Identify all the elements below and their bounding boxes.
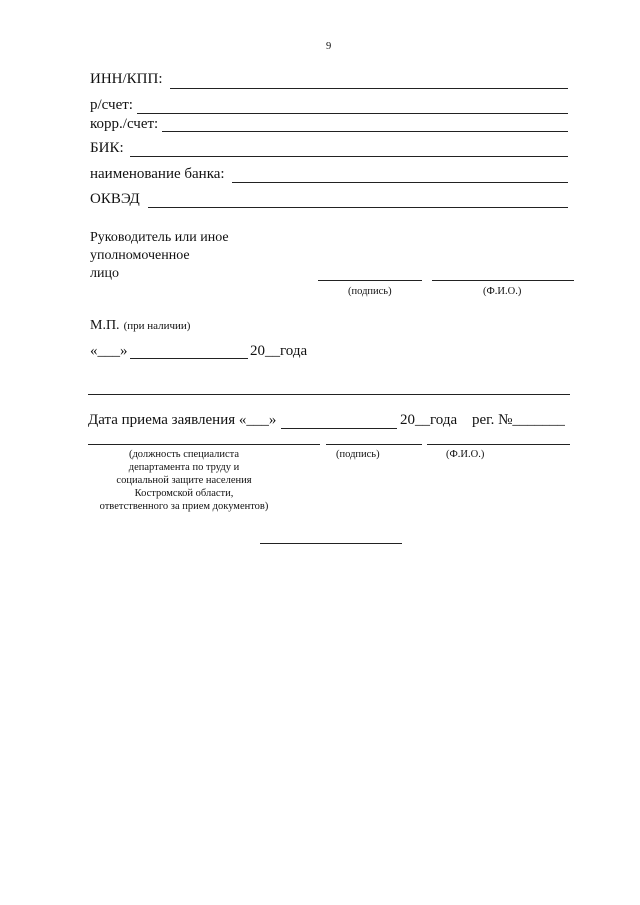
receipt-signature-line[interactable] (326, 444, 422, 445)
receipt-fio-line[interactable] (427, 444, 570, 445)
receipt-official-caption (84, 448, 284, 513)
signatory-text-1: Руководитель или иное (90, 230, 229, 245)
receipt-date-label: Дата приема заявления «___» (88, 412, 277, 428)
bank-name-label: наименование банка: (90, 166, 225, 182)
rs-label: р/счет: (90, 97, 133, 113)
okved-label: ОКВЭД (90, 191, 140, 207)
receipt-signature-caption: (подпись) (336, 449, 380, 460)
signatory-text-3: лицо (90, 266, 119, 281)
receipt-official-line[interactable] (88, 444, 320, 445)
official-caption-line: (должность специалиста (128, 449, 240, 460)
bank-name-line[interactable] (232, 182, 568, 183)
mp-text: М.П. (90, 318, 120, 333)
date-month-line[interactable] (130, 358, 248, 359)
official-caption-line: департамента по труду и (128, 462, 240, 473)
okved-line[interactable] (148, 207, 568, 208)
receipt-reg-label: рег. №_______ (472, 412, 565, 428)
signatory-fio-line[interactable] (432, 280, 574, 281)
mp-label (90, 316, 190, 334)
official-caption-line: Костромской области, (134, 488, 234, 499)
official-caption-line: социальной защите населения (116, 475, 252, 486)
date-year: 20__года (250, 343, 308, 359)
rs-line[interactable] (137, 113, 568, 114)
receipt-fio-caption: (Ф.И.О.) (446, 449, 485, 460)
page-number: 9 (326, 41, 332, 52)
official-caption-line: ответственного за прием документов) (99, 501, 269, 512)
signatory-text-2: уполномоченное (90, 248, 190, 263)
receipt-year: 20__года (400, 412, 458, 428)
bik-line[interactable] (130, 156, 568, 157)
korr-label: корр./счет: (90, 116, 159, 132)
end-line (260, 543, 402, 544)
date-quote: «___» (90, 343, 128, 359)
inn-kpp-line[interactable] (170, 88, 568, 89)
separator-line (88, 394, 570, 395)
signatory-signature-caption: (подпись) (348, 286, 392, 297)
receipt-month-line[interactable] (281, 428, 397, 429)
mp-note: (при наличии) (123, 320, 191, 332)
bik-label: БИК: (90, 140, 124, 156)
inn-kpp-label: ИНН/КПП: (90, 71, 163, 87)
signatory-signature-line[interactable] (318, 280, 422, 281)
signatory-fio-caption: (Ф.И.О.) (483, 286, 522, 297)
korr-line[interactable] (162, 131, 568, 132)
